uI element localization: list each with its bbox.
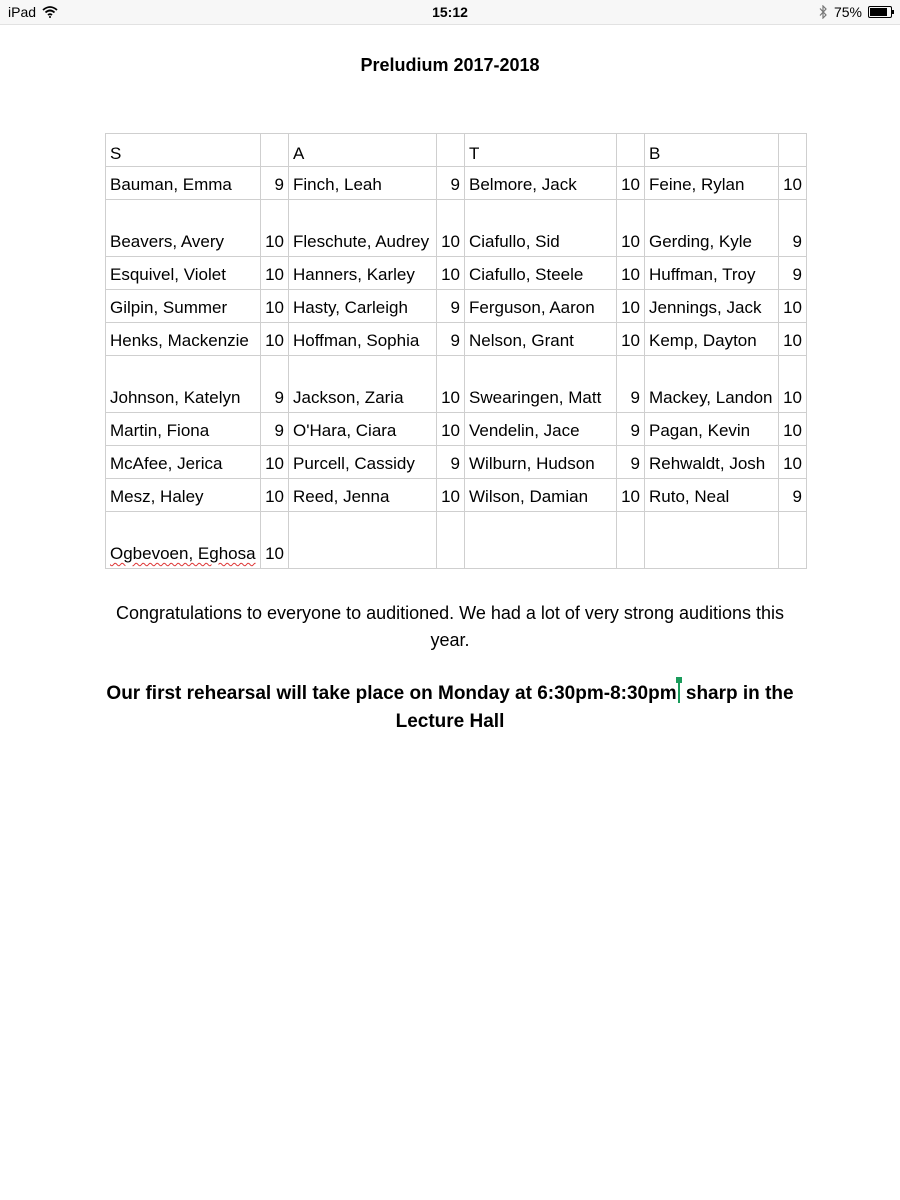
student-name [289,167,437,200]
clock: 15:12 [432,4,468,20]
student-name [645,356,779,413]
grade-value [779,413,807,446]
grade-text: 9 [630,388,640,407]
student-name [465,446,617,479]
column-header: S [106,134,261,167]
grade-text: 10 [265,544,284,563]
student-name-text: Finch, Leah [293,175,382,194]
table-row [106,512,807,569]
grade-value [617,512,645,569]
grade-value [437,323,465,356]
grade-text: 9 [450,298,460,317]
grade-value [437,200,465,257]
grade-text: 10 [621,298,640,317]
grade-value [779,257,807,290]
student-name-text: Wilson, Damian [469,487,589,506]
battery-level [870,8,887,16]
grade-text: 9 [450,175,460,194]
battery-icon [868,6,892,18]
student-name [106,446,261,479]
student-name-text: Mackey, Landon [649,388,773,407]
student-name-text: Beavers, Avery [110,232,225,251]
column-header: B [645,134,779,167]
grade-value [437,290,465,323]
grade-value [617,413,645,446]
grade-value [779,479,807,512]
student-name [645,323,779,356]
student-name-text: Martin, Fiona [110,421,210,440]
student-name [289,257,437,290]
student-name [645,257,779,290]
bluetooth-icon [818,5,828,19]
grade-value [437,257,465,290]
grade-text: 9 [792,232,802,251]
grade-text: 9 [630,454,640,473]
grade-value [617,323,645,356]
grade-text [783,566,802,568]
student-name-text: Jennings, Jack [649,298,762,317]
student-name [106,413,261,446]
student-name-text: Ruto, Neal [649,487,730,506]
grade-text: 10 [783,175,802,194]
student-name-text: Gerding, Kyle [649,232,752,251]
table-row [106,257,807,290]
student-name [106,323,261,356]
rehearsal-notice [100,680,800,736]
grade-text: 10 [783,388,802,407]
column-header: T [465,134,617,167]
congratulations-text: Congratulations to everyone to auditioned. We had a lot of very strong auditions this year. [115,603,785,650]
document-title: Preludium 2017-2018 [360,55,540,75]
student-name-text: O'Hara, Ciara [293,421,397,440]
grade-text: 9 [792,265,802,284]
grade-text: 10 [783,454,802,473]
grade-value [261,323,289,356]
student-name-text: Kemp, Dayton [649,331,757,350]
grade-text: 10 [621,232,640,251]
grade-text: 10 [783,331,802,350]
student-name-text: Ciafullo, Sid [469,232,560,251]
student-name-text: Fleschute, Audrey [293,232,430,251]
table-row [106,446,807,479]
grade-text: 10 [783,298,802,317]
table-row [106,356,807,413]
student-name-text: Ferguson, Aaron [469,298,595,317]
grade-text: 10 [621,487,640,506]
grade-value [261,356,289,413]
grade-value [779,167,807,200]
grade-text: 10 [265,265,284,284]
rehearsal-text-part2: sharp in the Lecture Hall [395,683,794,732]
student-name [289,323,437,356]
table-row [106,167,807,200]
student-name [289,356,437,413]
student-name [465,479,617,512]
grade-text: 10 [441,388,460,407]
student-name-text: Swearingen, Matt [469,388,602,407]
student-name-text: Feine, Rylan [649,175,745,194]
grade-text: 10 [265,232,284,251]
student-name [465,257,617,290]
grade-text: 10 [265,298,284,317]
student-name [106,257,261,290]
student-name [289,413,437,446]
grade-text: 10 [441,487,460,506]
student-name [465,167,617,200]
student-name [645,167,779,200]
grade-value [261,257,289,290]
student-name [106,167,261,200]
student-name-text: Johnson, Katelyn [110,388,241,407]
grade-text: 10 [621,175,640,194]
table-row [106,200,807,257]
student-name [645,512,779,569]
grade-text: 10 [441,265,460,284]
student-name [465,356,617,413]
grade-text: 9 [274,388,284,407]
rehearsal-text-part1: Our first rehearsal will take place on Monday at 6:30pm-8:30pm [106,683,677,704]
student-name-text: Purcell, Cassidy [293,454,415,473]
table-row [106,290,807,323]
grade-value [261,200,289,257]
student-name [465,413,617,446]
grade-text: 9 [274,421,284,440]
student-name [465,200,617,257]
student-name [289,512,437,569]
student-name [645,290,779,323]
student-name-text: Gilpin, Summer [110,298,228,317]
grade-text: 9 [450,454,460,473]
grade-text: 10 [621,265,640,284]
grade-value [437,167,465,200]
student-name [106,200,261,257]
grade-value [437,356,465,413]
student-name-text: Esquivel, Violet [110,265,226,284]
student-name [465,323,617,356]
grade-value [617,479,645,512]
student-name-text: Ogbevoen, Eghosa [110,544,256,563]
student-name-text: Vendelin, Jace [469,421,580,440]
student-name-text: Huffman, Troy [649,265,756,284]
column-header-blank [779,134,807,167]
student-name [645,413,779,446]
student-name-text: Mesz, Haley [110,487,204,506]
grade-value [779,512,807,569]
grade-value [617,200,645,257]
student-name-text: McAfee, Jerica [110,454,223,473]
grade-text: 10 [441,232,460,251]
student-name-text: Wilburn, Hudson [469,454,595,473]
grade-value [779,200,807,257]
column-header-blank [261,134,289,167]
text-cursor[interactable] [678,681,680,703]
grade-value [437,512,465,569]
student-name [289,446,437,479]
student-name [289,200,437,257]
student-name [465,290,617,323]
grade-value [779,356,807,413]
table-row [106,413,807,446]
grade-text [621,566,640,568]
table-header-row [106,134,807,167]
grade-value [617,446,645,479]
student-name-text [469,566,612,568]
grade-value [617,356,645,413]
grade-value [779,446,807,479]
grade-text: 10 [265,331,284,350]
grade-value [617,290,645,323]
grade-value [437,446,465,479]
student-name-text: Jackson, Zaria [293,388,404,407]
grade-value [437,479,465,512]
student-name [289,290,437,323]
grade-text: 9 [274,175,284,194]
student-name [645,479,779,512]
student-name [106,479,261,512]
table-row [106,323,807,356]
table-row [106,479,807,512]
grade-value [261,512,289,569]
column-header-blank [617,134,645,167]
student-name [106,512,261,569]
grade-text: 10 [265,487,284,506]
grade-text: 10 [265,454,284,473]
grade-value [437,413,465,446]
student-name [645,446,779,479]
student-name-text: Hasty, Carleigh [293,298,408,317]
grade-value [261,479,289,512]
student-name-text: Ciafullo, Steele [469,265,584,284]
student-name-text: Bauman, Emma [110,175,232,194]
column-header-blank [437,134,465,167]
status-right [818,4,892,20]
student-name-text: Hanners, Karley [293,265,415,284]
grade-value [617,167,645,200]
student-name-text: Hoffman, Sophia [293,331,420,350]
student-name-text [649,566,774,568]
student-name [289,479,437,512]
grade-value [617,257,645,290]
grade-value [779,323,807,356]
student-name [106,290,261,323]
student-name [645,200,779,257]
student-name-text: Pagan, Kevin [649,421,751,440]
grade-text: 10 [783,421,802,440]
student-name-text [293,566,432,568]
battery-percent: 75% [833,4,862,20]
grade-text: 9 [630,421,640,440]
grade-text: 9 [450,331,460,350]
grade-text: 10 [621,331,640,350]
student-name-text: Henks, Mackenzie [110,331,249,350]
student-name-text: Reed, Jenna [293,487,390,506]
device-name: iPad [8,4,37,20]
student-name [106,356,261,413]
student-name-text: Belmore, Jack [469,175,577,194]
student-name-text: Nelson, Grant [469,331,574,350]
grade-value [261,413,289,446]
grade-value [261,290,289,323]
column-header: A [289,134,437,167]
grade-value [779,290,807,323]
status-bar [0,0,900,25]
roster-table [105,133,807,569]
grade-value [261,446,289,479]
grade-text: 10 [441,421,460,440]
grade-text: 9 [792,487,802,506]
student-name [465,512,617,569]
grade-text [441,566,460,568]
student-name-text: Rehwaldt, Josh [649,454,766,473]
grade-value [261,167,289,200]
